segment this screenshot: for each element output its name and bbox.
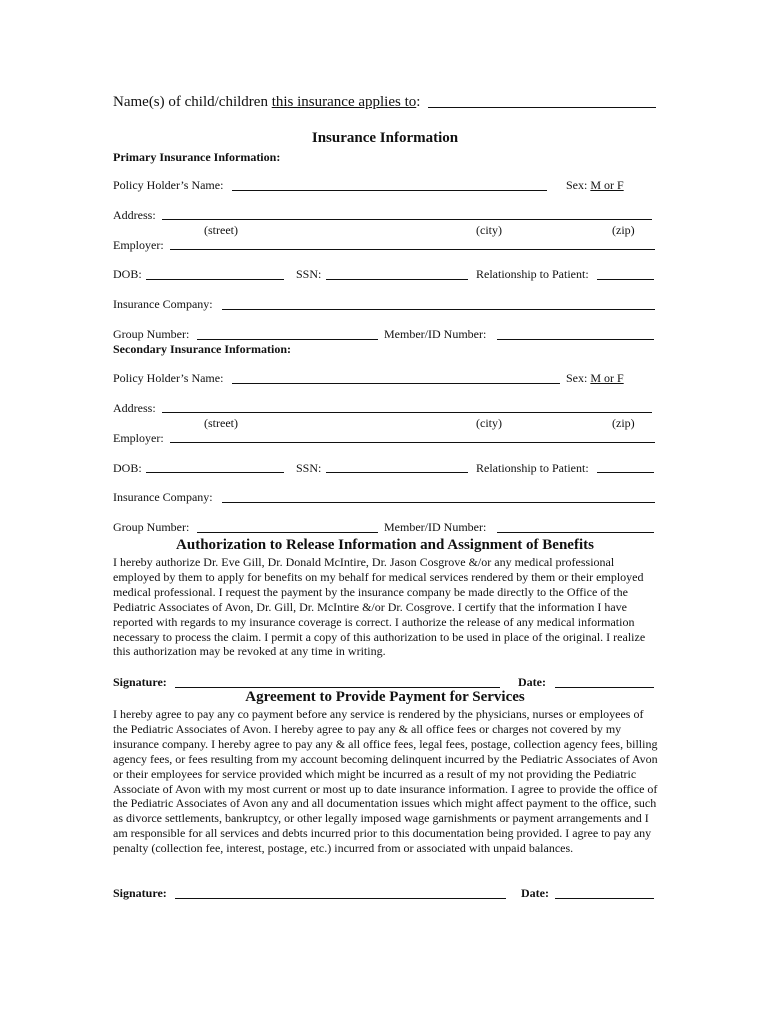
- primary-ssn-field[interactable]: [326, 279, 468, 280]
- primary-relationship-label: Relationship to Patient:: [476, 267, 589, 281]
- secondary-street-caption: (street): [204, 416, 238, 430]
- primary-policy-holder-label: Policy Holder’s Name:: [113, 178, 224, 192]
- primary-group-label: Group Number:: [113, 327, 190, 341]
- secondary-relationship-field[interactable]: [597, 472, 654, 473]
- primary-city-caption: (city): [476, 223, 502, 237]
- secondary-address-label: Address:: [113, 401, 156, 415]
- secondary-sex-label: Sex: M or F: [566, 371, 624, 385]
- primary-sex-label: Sex: M or F: [566, 178, 624, 192]
- child-names-label: Name(s) of child/children this insurance applies to:: [113, 94, 421, 110]
- primary-dob-label: DOB:: [113, 267, 142, 281]
- authorization-title: Authorization to Release Information and Assignment of Benefits: [176, 537, 594, 553]
- secondary-ssn-label: SSN:: [296, 461, 322, 475]
- primary-address-field[interactable]: [162, 219, 652, 220]
- primary-policy-holder-field[interactable]: [232, 190, 547, 191]
- secondary-member-label: Member/ID Number:: [384, 520, 487, 534]
- payment-signature-field[interactable]: [175, 898, 506, 899]
- child-names-field[interactable]: [428, 107, 656, 108]
- secondary-dob-label: DOB:: [113, 461, 142, 475]
- primary-employer-label: Employer:: [113, 238, 164, 252]
- authorization-signature-label: Signature:: [113, 675, 167, 689]
- primary-member-field[interactable]: [497, 339, 654, 340]
- authorization-date-label: Date:: [518, 675, 546, 689]
- primary-company-field[interactable]: [222, 309, 655, 310]
- secondary-policy-holder-field[interactable]: [232, 383, 560, 384]
- secondary-ssn-field[interactable]: [326, 472, 468, 473]
- secondary-group-field[interactable]: [197, 532, 378, 533]
- authorization-date-field[interactable]: [555, 687, 654, 688]
- secondary-city-caption: (city): [476, 416, 502, 430]
- payment-title: Agreement to Provide Payment for Services: [245, 689, 525, 705]
- secondary-employer-field[interactable]: [170, 442, 655, 443]
- payment-date-label: Date:: [521, 886, 549, 900]
- primary-group-field[interactable]: [197, 339, 378, 340]
- payment-body: I hereby agree to pay any co payment before any service is rendered by the physicians, nurses or employees of the Pediatric Associates of Avon. I hereby agree to pay any & all office fees or charges not covered by my insurance company. I hereby agree to pay any & all office fees, legal fees, postage, collection agency fees, billing agency fees, or fees resulting from my account becoming delinquent incurred by the Pediatric Associates of Avon or their employees for service provided which might be incurred as a result of my not providing the Pediatric Associate of Avon with my most current or most up to date insurance information. I agree to provide the office of the Pediatric Associates of Avon any and all documentation issues which might affect payment to the office, such as divorce settlements, bankruptcy, or other legally imposed wage garnishments or payment arrangements and I am responsible for all services and debts incurred prior to this documentation being provided. I agree to pay any penalty (collection fee, interest, postage, etc.) incurred from or associated with unpaid balances.: [113, 707, 658, 856]
- primary-relationship-field[interactable]: [597, 279, 654, 280]
- secondary-employer-label: Employer:: [113, 431, 164, 445]
- primary-ssn-label: SSN:: [296, 267, 322, 281]
- secondary-zip-caption: (zip): [612, 416, 635, 430]
- secondary-company-field[interactable]: [222, 502, 655, 503]
- secondary-dob-field[interactable]: [146, 472, 284, 473]
- primary-employer-field[interactable]: [170, 249, 655, 250]
- secondary-member-field[interactable]: [497, 532, 654, 533]
- primary-address-label: Address:: [113, 208, 156, 222]
- primary-sex-options[interactable]: M or F: [590, 178, 624, 192]
- secondary-heading: Secondary Insurance Information:: [113, 342, 292, 356]
- primary-member-label: Member/ID Number:: [384, 327, 487, 341]
- secondary-group-label: Group Number:: [113, 520, 190, 534]
- secondary-relationship-label: Relationship to Patient:: [476, 461, 589, 475]
- primary-zip-caption: (zip): [612, 223, 635, 237]
- secondary-company-label: Insurance Company:: [113, 490, 213, 504]
- payment-signature-label: Signature:: [113, 886, 167, 900]
- authorization-body: I hereby authorize Dr. Eve Gill, Dr. Donald McIntire, Dr. Jason Cosgrove &/or any medical professional employed by them to apply for benefits on my behalf for medical services rendered by them or their employed medical professional. I request the payment by the insurance company be made directly to the Office of the Pediatric Associates of Avon, Dr. Gill, Dr. McIntire &/or Dr. Cosgrove. I certify that the information I have reported with regards to my insurance coverage is correct. I authorize the release of any medical information necessary to process the claim. I permit a copy of this authorization to be used in place of the original. I realize this authorization may be revoked at any time in writing.: [113, 555, 646, 659]
- authorization-signature-field[interactable]: [175, 687, 500, 688]
- payment-date-field[interactable]: [555, 898, 654, 899]
- secondary-address-field[interactable]: [162, 412, 652, 413]
- insurance-title: Insurance Information: [311, 130, 459, 146]
- secondary-sex-options[interactable]: M or F: [590, 371, 624, 385]
- primary-heading: Primary Insurance Information:: [113, 150, 281, 164]
- primary-company-label: Insurance Company:: [113, 297, 213, 311]
- primary-street-caption: (street): [204, 223, 238, 237]
- secondary-policy-holder-label: Policy Holder’s Name:: [113, 371, 224, 385]
- primary-dob-field[interactable]: [146, 279, 284, 280]
